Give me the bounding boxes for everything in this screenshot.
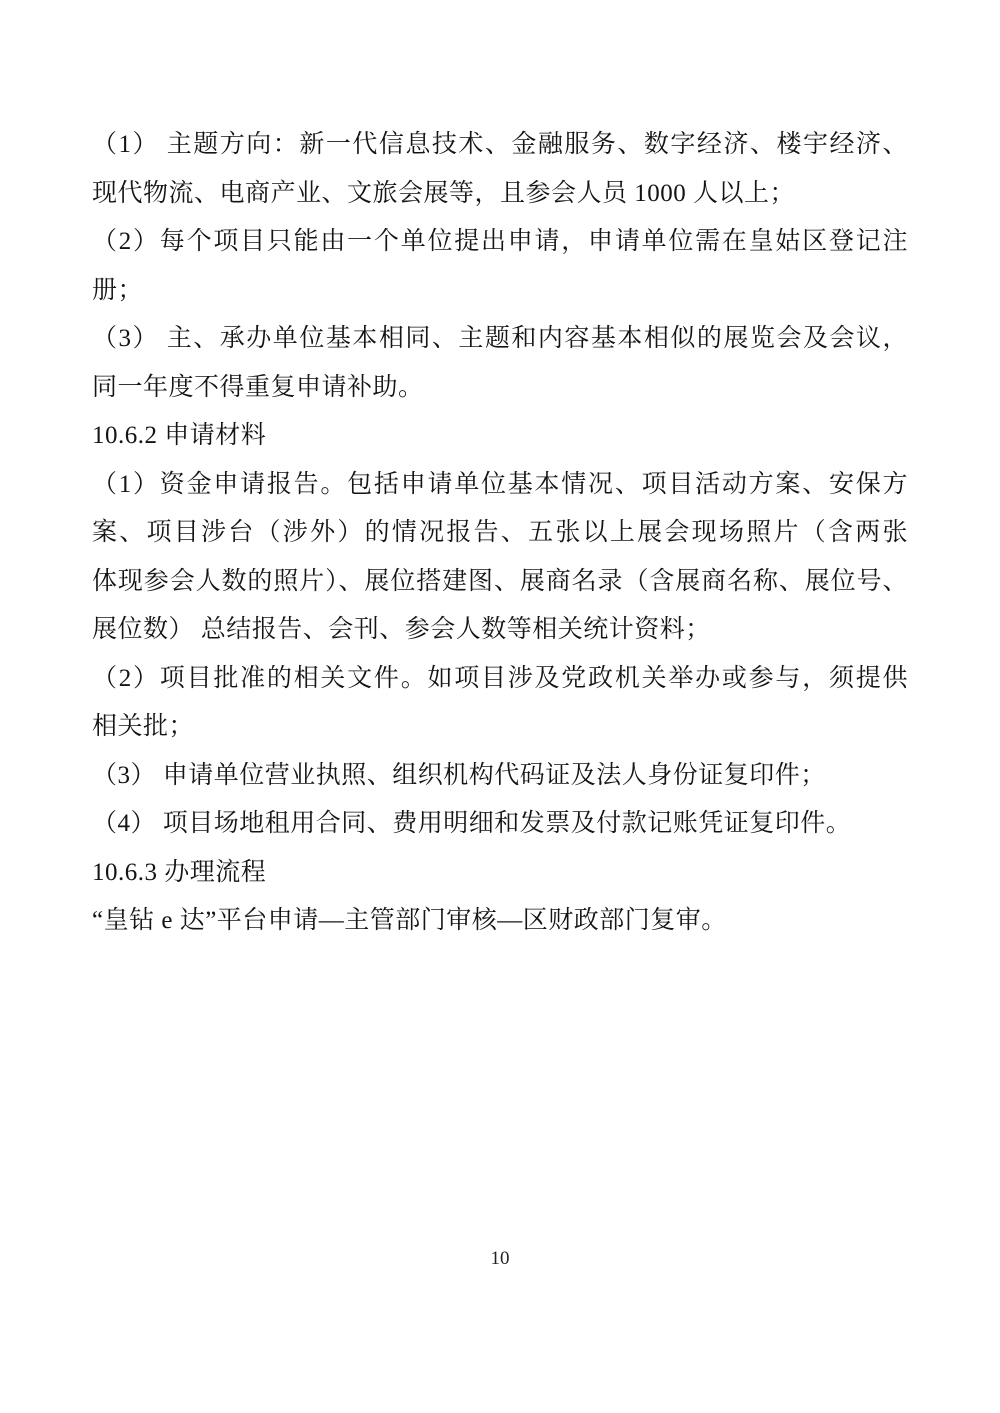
- paragraph-line: （3） 主、承办单位基本相同、主题和内容基本相似的展览会及会议，: [92, 325, 908, 352]
- page-number: 10: [490, 1248, 510, 1269]
- paragraph-line: （1）资金申请报告。包括申请单位基本情况、项目活动方案、安保方: [92, 470, 908, 498]
- paragraph-line: “皇钻 e 达”平台申请—主管部门审核—区财政部门复审。: [92, 907, 727, 934]
- paragraph-line: 册；: [92, 276, 144, 304]
- paragraph-line: （3） 申请单位营业执照、组织机构代码证及法人身份证复印件；: [92, 761, 826, 789]
- paragraph-line: 相关批；: [92, 713, 195, 740]
- paragraph-line: 案、项目涉台（涉外）的情况报告、五张以上展会现场照片（含两张: [92, 519, 908, 546]
- paragraph-line: 现代物流、电商产业、文旅会展等，且参会人员 1000 人以上；: [92, 179, 796, 207]
- paragraph-line: 体现参会人数的照片）、展位搭建图、展商名录（含展商名称、展位号、: [92, 567, 908, 595]
- paragraph-line: （4） 项目场地租用合同、费用明细和发票及付款记账凭证复印件。: [92, 810, 852, 837]
- paragraph-line: （1） 主题方向：新一代信息技术、金融服务、数字经济、楼宇经济、: [92, 131, 908, 158]
- section-heading: 10.6.2 申请材料: [92, 422, 267, 449]
- section-heading: 10.6.3 办理流程: [92, 858, 267, 886]
- paragraph-line: 展位数） 总结报告、会刊、参会人数等相关统计资料；: [92, 616, 711, 643]
- document-text-block: [92, 121, 908, 946]
- paragraph-line: （2）项目批准的相关文件。如项目涉及党政机关举办或参与，须提供: [92, 664, 908, 692]
- paragraph-line: 同一年度不得重复申请补助。: [92, 373, 424, 401]
- paragraph-line: （2）每个项目只能由一个单位提出申请，申请单位需在皇姑区登记注: [92, 228, 908, 255]
